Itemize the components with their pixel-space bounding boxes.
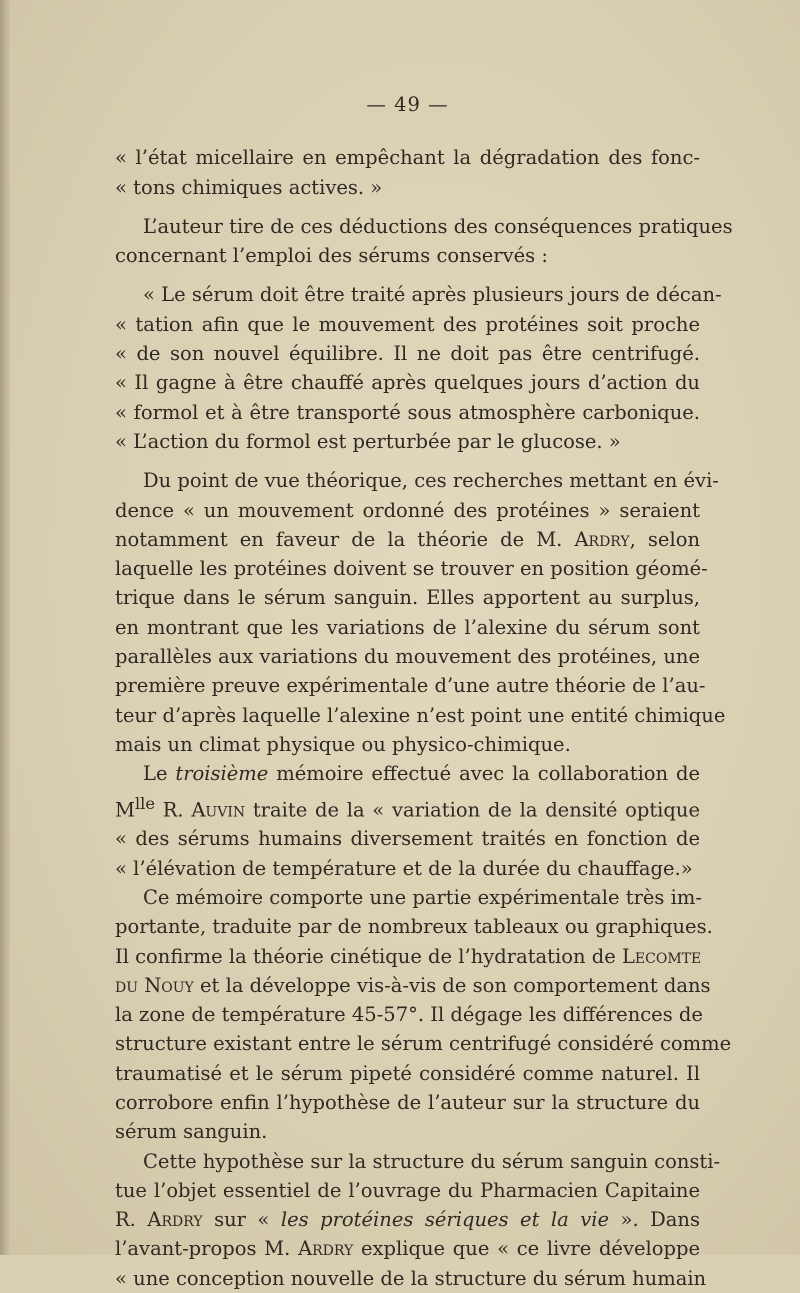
text-segment: Le [143,762,168,786]
text-line: structure existant entre le sérum centrifugé considéré comme [115,1032,732,1056]
author-name: Ardry [298,1237,354,1261]
text-segment: R. [115,1208,136,1232]
text-segment: traite de la « variation de la densité optique [252,798,700,822]
text-line [115,1205,700,1234]
text-line [115,942,700,971]
text-line [115,759,700,788]
text-line: concernant l’emploi des sérums conservés : [115,244,548,268]
text-line: « L’action du formol est perturbée par le glucose. » [115,429,621,453]
text-line: tue l’objet essentiel de l’ouvrage du Pharmacien Capitaine [115,1178,700,1202]
author-name: du Nouy [115,973,194,997]
text-line: la zone de température 45-57°. Il dégage les différences de [115,1003,703,1027]
text-line: trique dans le sérum sanguin. Elles apportent au surplus, [115,586,700,610]
author-name: Auvin [191,798,246,822]
page-number: — 49 — [366,93,449,116]
text-segment: et la développe vis-à-vis de son comportement dans [200,973,711,997]
text-line: « de son nouvel équilibre. Il ne doit pas être centrifugé. [115,342,700,366]
text-line: mais un climat physique ou physico-chimique. [115,732,571,756]
text-line: Ce mémoire comporte une partie expérimentale très im- [143,885,702,909]
text-line: « tons chimiques actives. » [115,175,383,199]
author-name: Ardry [147,1208,203,1232]
book-title: les protéines sériques et la vie [280,1208,610,1232]
text-line: sérum sanguin. [115,1120,268,1144]
text-line: Cette hypothèse sur la structure du sérum sanguin consti- [143,1149,721,1173]
text-line: « l’élévation de température et de la durée du chauffage.» [115,856,693,880]
text-line: laquelle les protéines doivent se trouver en position géomé- [115,557,708,581]
text-line: traumatisé et le sérum pipeté considéré comme naturel. Il [115,1061,700,1085]
text-line: « tation afin que le mouvement des protéines soit proche [115,312,700,336]
text-line: « l’état micellaire en empêchant la dégradation des fonc- [115,146,700,170]
text-line: Du point de vue théorique, ces recherches mettant en évi- [143,469,719,493]
text-line: « Le sérum doit être traité après plusieurs jours de décan- [143,283,722,307]
text-line: L’auteur tire de ces déductions des conséquences pratiques [143,214,733,238]
text-segment: notamment en faveur de la théorie de M. [115,527,563,551]
text-line: « Il gagne à être chauffé après quelques jours d’action du [115,371,700,395]
text-segment: R. [154,798,184,822]
superscript: lle [134,793,155,813]
text-segment: , selon [629,527,701,551]
text-line: « formol et à être transporté sous atmosphère carbonique. [115,400,700,424]
text-line: « des sérums humains diversement traités en fonction de [115,827,700,851]
text-line: première preuve expérimentale d’une autre théorie de l’au- [115,674,706,698]
text-line [115,789,700,825]
emphasis: troisième [175,762,269,786]
text-segment: mémoire effectué avec la collaboration de [276,762,700,786]
page-edge [0,0,10,1255]
text-line: corrobore enfin l’hypothèse de l’auteur sur la structure du [115,1091,700,1114]
text-line: « une conception nouvelle de la structure du sérum humain [115,1266,707,1290]
text-segment: ». Dans [620,1208,700,1232]
text-segment: explique que « ce livre développe [360,1237,701,1261]
text-line: dence « un mouvement ordonné des protéines » seraient [115,498,700,522]
text-segment: sur « [214,1208,270,1232]
text-segment: l’avant-propos M. [115,1237,291,1261]
text-segment: M [115,798,135,822]
author-name: Lecomte [621,944,702,968]
page-text [115,90,733,1293]
author-name: Ardry [574,527,630,551]
text-line: teur d’après laquelle l’alexine n’est point une entité chimique [115,703,726,727]
text-segment: Il confirme la théorie cinétique de l’hydratation de [115,944,616,968]
text-line [115,525,700,554]
text-line [115,971,711,1000]
text-line: en montrant que les variations de l’alexine du sérum sont [115,615,700,639]
text-line: portante, traduite par de nombreux tableaux ou graphiques. [115,915,713,939]
text-line [115,1234,700,1263]
text-line: parallèles aux variations du mouvement des protéines, une [115,645,700,669]
